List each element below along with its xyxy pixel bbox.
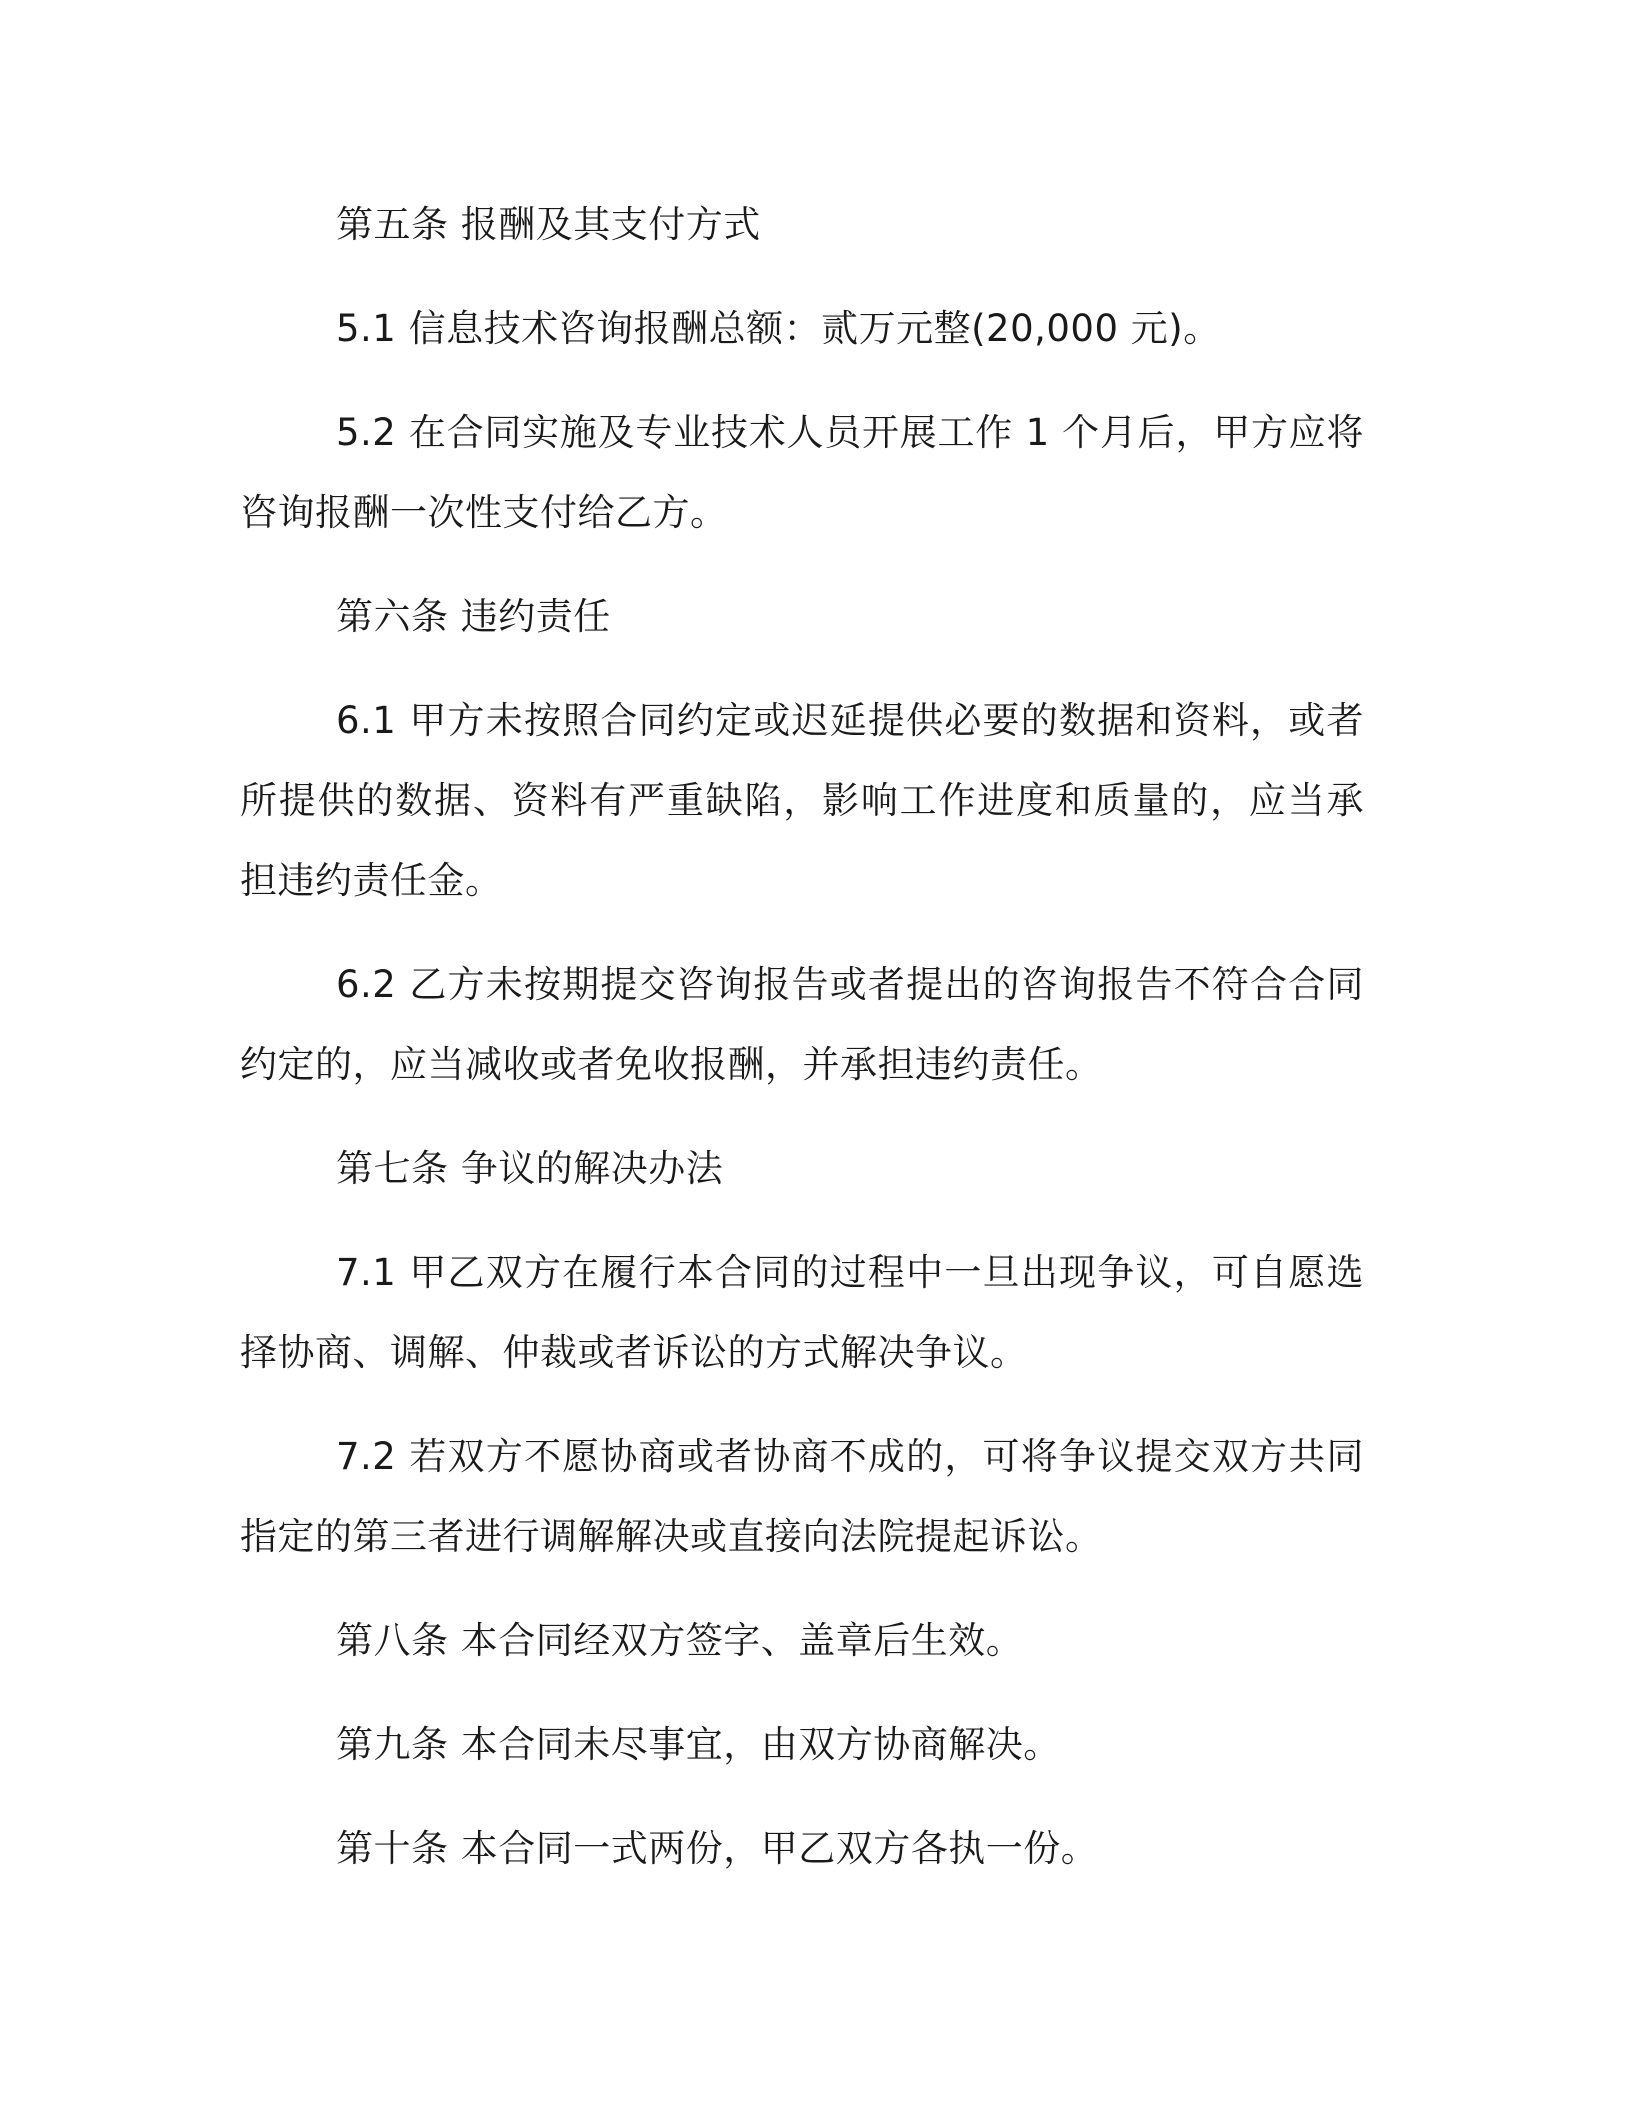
- article-6-heading: 第六条 违约责任: [336, 595, 611, 638]
- article-5-heading: 第五条 报酬及其支付方式: [336, 203, 761, 246]
- clause-7-2: 7.2 若双方不愿协商或者协商不成的，可将争议提交双方共同指定的第三者进行调解解决或直接向法院提起诉讼。: [240, 1435, 1364, 1558]
- clause-6-1: 6.1 甲方未按照合同约定或迟延提供必要的数据和资料，或者所提供的数据、资料有严重缺陷，影响工作进度和质量的，应当承担违约责任金。: [240, 699, 1364, 902]
- clause-6-2: 6.2 乙方未按期提交咨询报告或者提出的咨询报告不符合合同约定的，应当减收或者免收报酬，并承担违约责任。: [240, 963, 1364, 1086]
- article-10: 第十条 本合同一式两份，甲乙双方各执一份。: [336, 1827, 1099, 1870]
- article-9: 第九条 本合同未尽事宜，由双方协商解决。: [336, 1723, 1061, 1766]
- document-page: [240, 185, 1364, 1889]
- article-7-heading: 第七条 争议的解决办法: [336, 1147, 724, 1190]
- clause-5-2: 5.2 在合同实施及专业技术人员开展工作 1 个月后，甲方应将咨询报酬一次性支付给乙方。: [240, 411, 1364, 534]
- clause-5-1: 5.1 信息技术咨询报酬总额：贰万元整(20,000 元)。: [336, 307, 1221, 350]
- clause-7-1: 7.1 甲乙双方在履行本合同的过程中一旦出现争议，可自愿选择协商、调解、仲裁或者诉讼的方式解决争议。: [240, 1251, 1364, 1374]
- article-8: 第八条 本合同经双方签字、盖章后生效。: [336, 1619, 1024, 1662]
